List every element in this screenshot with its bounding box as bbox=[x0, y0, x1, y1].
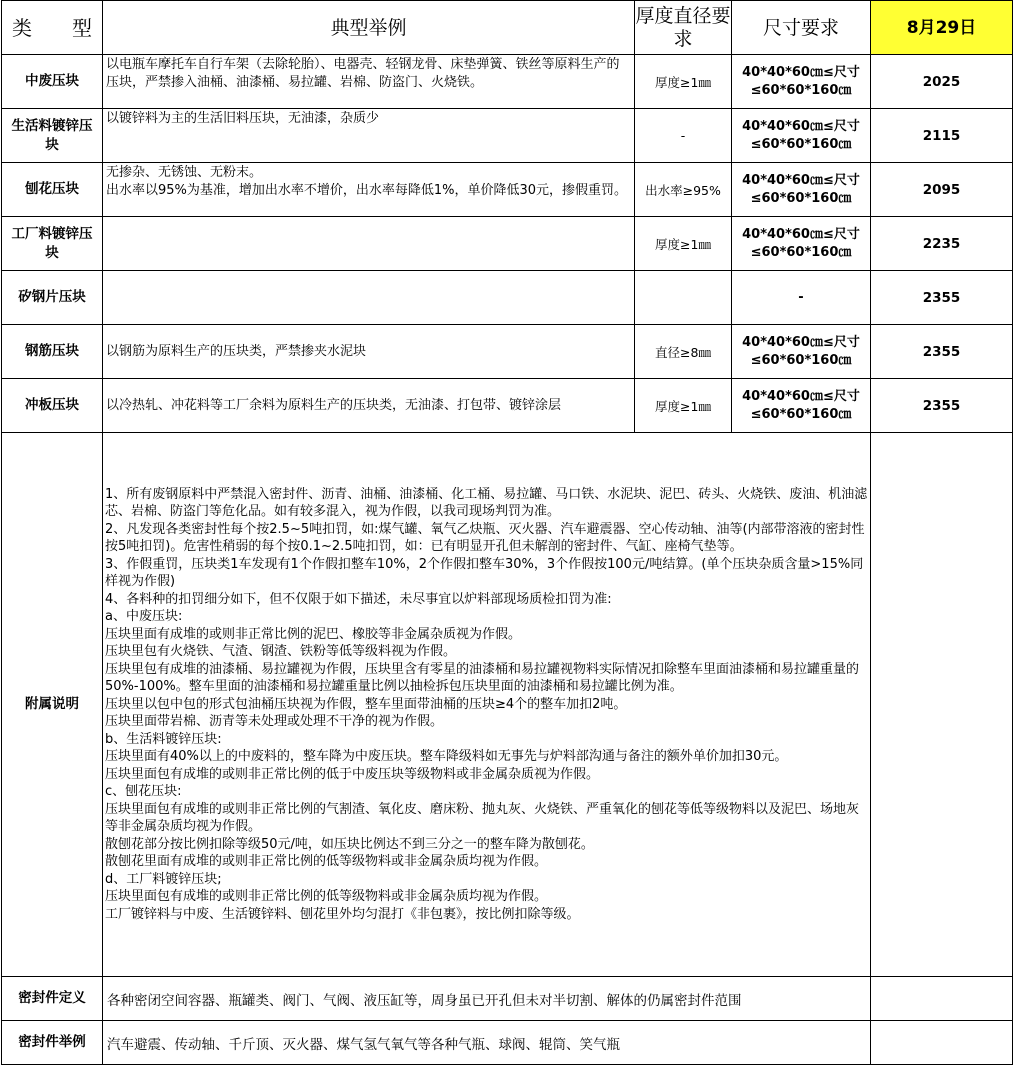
seal-definition-row bbox=[2, 977, 1013, 1021]
notes-line: 2、凡发现各类密封性每个按2.5~5吨扣罚，如:煤气罐、氧气乙炔瓶、灭火器、汽车避震器、空心传动轴、油等(内部带溶液的密封性按5吨扣罚)。危害性稍弱的每个按0.1~2.5吨扣罚，如：已有明显开孔但未解剖的密封件、气缸、座椅气垫等。 bbox=[105, 521, 865, 555]
notes-line: 压块里面包有成堆的或则非正常比例的低于中废压块等级物料或非金属杂质视为作假。 bbox=[105, 766, 600, 782]
header-date: 8月29日 bbox=[871, 1, 1013, 55]
row-size: 40*40*60㎝≤尺寸≤60*60*160㎝ bbox=[732, 109, 871, 163]
row-size: - bbox=[732, 271, 871, 325]
table-row bbox=[2, 379, 1013, 433]
row-thickness: 厚度≥1㎜ bbox=[635, 217, 732, 271]
row-size: 40*40*60㎝≤尺寸≤60*60*160㎝ bbox=[732, 325, 871, 379]
notes-line: 4、各料种的扣罚细分如下，但不仅限于如下描述，未尽事宜以炉料部现场质检扣罚为准: bbox=[105, 591, 612, 607]
row-price: 2095 bbox=[871, 163, 1013, 217]
row-thickness: 直径≥8㎜ bbox=[635, 325, 732, 379]
notes-line: 压块里面包有成堆的或则非正常比例的气割渣、氧化皮、磨床粉、抛丸灰、火烧铁、严重氧化的刨花等低等级物料以及泥巴、场地灰等非金属杂质均视为作假。 bbox=[105, 801, 860, 835]
seal-examples-label: 密封件举例 bbox=[2, 1021, 103, 1065]
table-row bbox=[2, 325, 1013, 379]
row-example: 以冷热轧、冲花料等工厂余料为原料生产的压块类，无油漆、打包带、镀锌涂层 bbox=[103, 379, 635, 433]
example-line: 无掺杂、无锈蚀、无粉末。 bbox=[106, 165, 263, 180]
row-thickness bbox=[635, 271, 732, 325]
row-thickness: 厚度≥1㎜ bbox=[635, 379, 732, 433]
notes-label: 附属说明 bbox=[2, 433, 103, 977]
row-type: 工厂料镀锌压块 bbox=[2, 217, 103, 271]
notes-line: 压块里面包有成堆的或则非正常比例的低等级物料或非金属杂质均视为作假。 bbox=[105, 889, 548, 905]
row-type: 生活料镀锌压块 bbox=[2, 109, 103, 163]
notes-line: 压块里以包中包的形式包油桶压块视为作假，整车里面带油桶的压块≥4个的整车加扣2吨。 bbox=[105, 696, 627, 712]
row-price: 2115 bbox=[871, 109, 1013, 163]
row-thickness: - bbox=[635, 109, 732, 163]
row-size: 40*40*60㎝≤尺寸≤60*60*160㎝ bbox=[732, 217, 871, 271]
row-example: 以镀锌料为主的生活旧料压块，无油漆，杂质少 bbox=[103, 109, 635, 163]
notes-line: c、刨花压块: bbox=[105, 784, 182, 800]
notes-price-empty bbox=[871, 433, 1013, 977]
notes-line: 3、作假重罚，压块类1车发现有1个作假扣整车10%，2个作假扣整车30%，3个作假按100元/吨结算。(单个压块杂质含量>15%同样视为作假) bbox=[105, 556, 864, 590]
price-table bbox=[1, 0, 1013, 1065]
seal-examples-row bbox=[2, 1021, 1013, 1065]
row-size: 40*40*60㎝≤尺寸≤60*60*160㎝ bbox=[732, 163, 871, 217]
seal-definition-text: 各种密闭空间容器、瓶罐类、阀门、气阀、液压缸等，周身虽已开孔但未对半切割、解体的仍属密封件范围 bbox=[103, 977, 871, 1021]
table-row bbox=[2, 55, 1013, 109]
row-price: 2025 bbox=[871, 55, 1013, 109]
row-price: 2355 bbox=[871, 379, 1013, 433]
notes-line: 压块里面有成堆的或则非正常比例的泥巴、橡胶等非金属杂质视为作假。 bbox=[105, 626, 522, 642]
header-example: 典型举例 bbox=[103, 1, 635, 55]
table-row bbox=[2, 163, 1013, 217]
seal-definition-label: 密封件定义 bbox=[2, 977, 103, 1021]
row-type: 刨花压块 bbox=[2, 163, 103, 217]
seal-examples-text: 汽车避震、传动轴、千斤顶、灭火器、煤气氢气氧气等各种气瓶、球阀、辊筒、笑气瓶 bbox=[103, 1021, 871, 1065]
row-thickness: 出水率≥95% bbox=[635, 163, 732, 217]
row-type: 钢筋压块 bbox=[2, 325, 103, 379]
table-row bbox=[2, 271, 1013, 325]
row-type: 冲板压块 bbox=[2, 379, 103, 433]
notes-line: 压块里包有火烧铁、气渣、钢渣、铁粉等低等级料视为作假。 bbox=[105, 644, 457, 660]
row-example bbox=[103, 217, 635, 271]
header-row bbox=[2, 1, 1013, 55]
row-example: 以电瓶车摩托车自行车架（去除轮胎）、电器壳、轻钢龙骨、床垫弹簧、铁丝等原料生产的压块，严禁掺入油桶、油漆桶、易拉罐、岩棉、防盗门、火烧铁。 bbox=[103, 55, 635, 109]
row-price: 2235 bbox=[871, 217, 1013, 271]
example-line: 出水率以95%为基准，增加出水率不增价，出水率每降低1%，单价降低30元，掺假重罚。 bbox=[106, 183, 628, 198]
notes-line: d、工厂料镀锌压块; bbox=[105, 871, 222, 887]
notes-line: 压块里面带岩棉、沥青等未处理或处理不干净的视为作假。 bbox=[105, 714, 444, 730]
notes-line: 散刨花部分按比例扣除等级50元/吨，如压块比例达不到三分之一的整车降为散刨花。 bbox=[105, 836, 594, 852]
notes-line: 1、所有废钢原料中严禁混入密封件、沥青、油桶、油漆桶、化工桶、易拉罐、马口铁、水泥块、泥巴、砖头、火烧铁、废油、机油滤芯、岩棉、防盗门等危化品。如有较多混入，视为作假，以我司现场判罚为准。 bbox=[105, 486, 868, 520]
notes-line: 压块里面有40%以上的中废料的，整车降为中废压块。整车降级料如无事先与炉料部沟通与备注的额外单价加扣30元。 bbox=[105, 749, 788, 765]
row-example bbox=[103, 163, 635, 217]
table-row bbox=[2, 109, 1013, 163]
notes-body bbox=[103, 433, 871, 977]
notes-line: a、中废压块: bbox=[105, 609, 183, 625]
header-thickness: 厚度直径要求 bbox=[635, 1, 732, 55]
notes-line: 散刨花里面有成堆的或则非正常比例的低等级物料或非金属杂质均视为作假。 bbox=[105, 854, 548, 870]
row-thickness: 厚度≥1㎜ bbox=[635, 55, 732, 109]
row-size: 40*40*60㎝≤尺寸≤60*60*160㎝ bbox=[732, 379, 871, 433]
seal-examples-empty bbox=[871, 1021, 1013, 1065]
header-size: 尺寸要求 bbox=[732, 1, 871, 55]
row-example bbox=[103, 271, 635, 325]
notes-line: 工厂镀锌料与中废、生活镀锌料、刨花里外均匀混打《非包裹》，按比例扣除等级。 bbox=[105, 906, 580, 922]
row-price: 2355 bbox=[871, 271, 1013, 325]
notes-line: 压块里包有成堆的油漆桶、易拉罐视为作假，压块里含有零星的油漆桶和易拉罐视物料实际情况扣除整车里面油漆桶和易拉罐重量的50%-100%。整车里面的油漆桶和易拉罐重量比例以抽检拆包压块里面的油漆桶和易拉罐比例为准。 bbox=[105, 661, 860, 695]
row-price: 2355 bbox=[871, 325, 1013, 379]
table-row bbox=[2, 217, 1013, 271]
notes-row bbox=[2, 433, 1013, 977]
row-size: 40*40*60㎝≤尺寸≤60*60*160㎝ bbox=[732, 55, 871, 109]
row-example: 以钢筋为原料生产的压块类，严禁掺夹水泥块 bbox=[103, 325, 635, 379]
row-type: 中废压块 bbox=[2, 55, 103, 109]
row-type: 矽钢片压块 bbox=[2, 271, 103, 325]
seal-definition-empty bbox=[871, 977, 1013, 1021]
header-type: 类型 bbox=[2, 1, 103, 55]
notes-line: b、生活料镀锌压块: bbox=[105, 731, 222, 747]
